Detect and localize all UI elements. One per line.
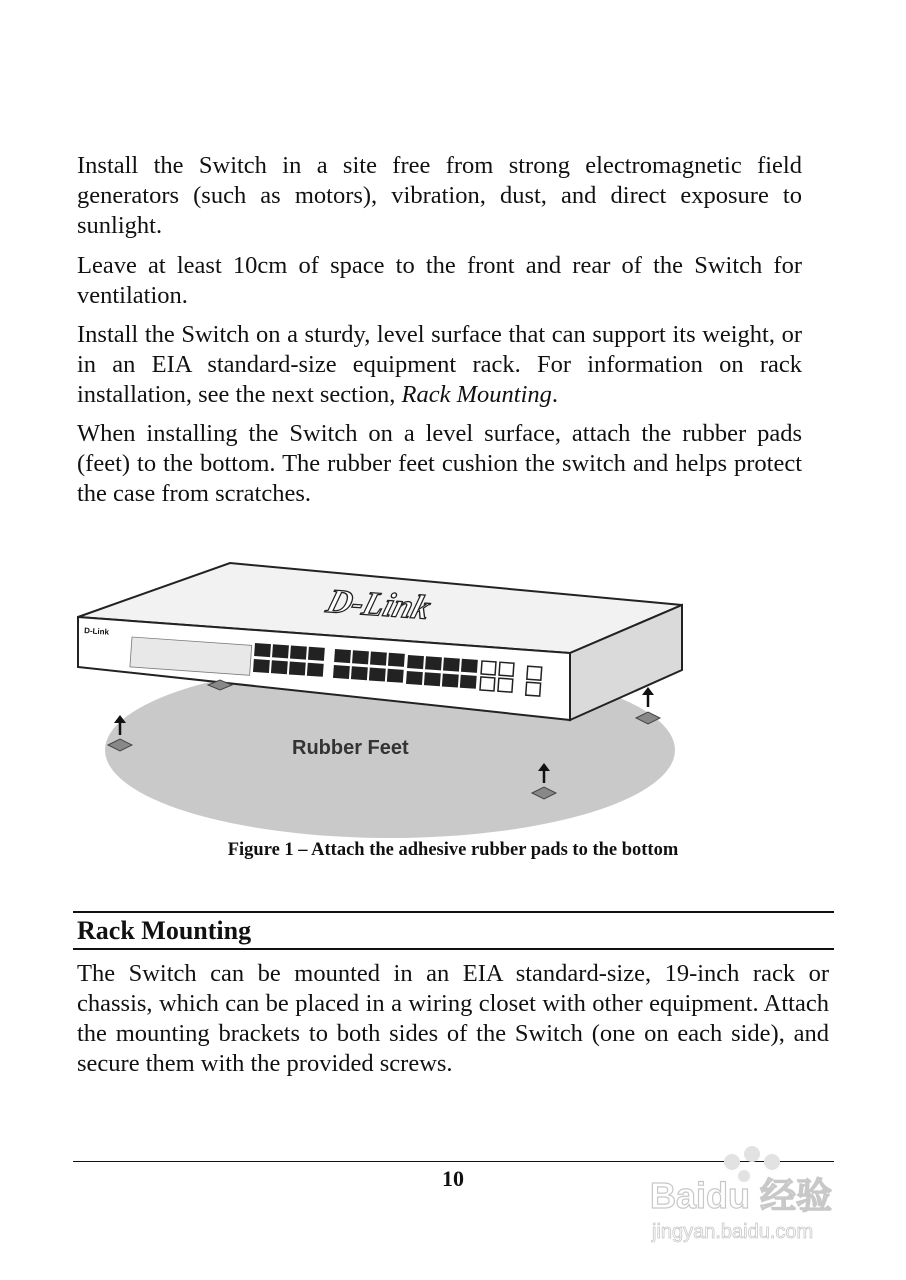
rubber-feet-label: Rubber Feet bbox=[292, 737, 409, 759]
paragraph-ventilation: Leave at least 10cm of space to the front and rear of the Switch for ventilation. bbox=[77, 252, 802, 309]
panel-brand: D-Link bbox=[83, 626, 110, 637]
paragraph-site-requirements: Install the Switch in a site free from strong electromagnetic field generators (such as motors), vibration, dust, and direct exposure to sunlight. bbox=[77, 152, 802, 239]
section-heading: Rack Mounting bbox=[77, 916, 252, 945]
paragraph-surface bbox=[77, 320, 802, 410]
dlink-logo: D-Link bbox=[322, 582, 435, 627]
paragraph-surface-text: Install the Switch on a sturdy, level surface that can support its weight, or in an EIA standard-size equipment rack. For information on rack installation, see the next section, bbox=[77, 321, 802, 408]
page-number: 10 bbox=[442, 1166, 464, 1191]
figure-caption: Figure 1 – Attach the adhesive rubber pads to the bottom bbox=[227, 840, 679, 860]
baidu-watermark bbox=[640, 1140, 870, 1260]
paragraph-rack-mounting: The Switch can be mounted in an EIA standard-size, 19-inch rack or chassis, which can be placed in a wiring closet with other equipment. Attach the mounting brackets to both sides of the Switch (one on each side), and secure them with the provided screws. bbox=[77, 960, 829, 1077]
watermark-url: jingyan.baidu.com bbox=[652, 1221, 814, 1243]
paragraph-rubber-feet: When installing the Switch on a level surface, attach the rubber pads (feet) to the bottom. The rubber feet cushion the switch and helps protect the case from scratches. bbox=[77, 420, 802, 507]
rubber-foot-right bbox=[636, 687, 660, 724]
switch-illustration bbox=[70, 545, 690, 840]
section-rule-top bbox=[73, 911, 834, 913]
rack-mounting-reference: Rack Mounting bbox=[401, 381, 552, 408]
watermark-brand: Baidu 经验 bbox=[650, 1175, 833, 1216]
section-rule-bottom bbox=[73, 948, 834, 950]
paragraph-surface-end: . bbox=[551, 381, 559, 408]
